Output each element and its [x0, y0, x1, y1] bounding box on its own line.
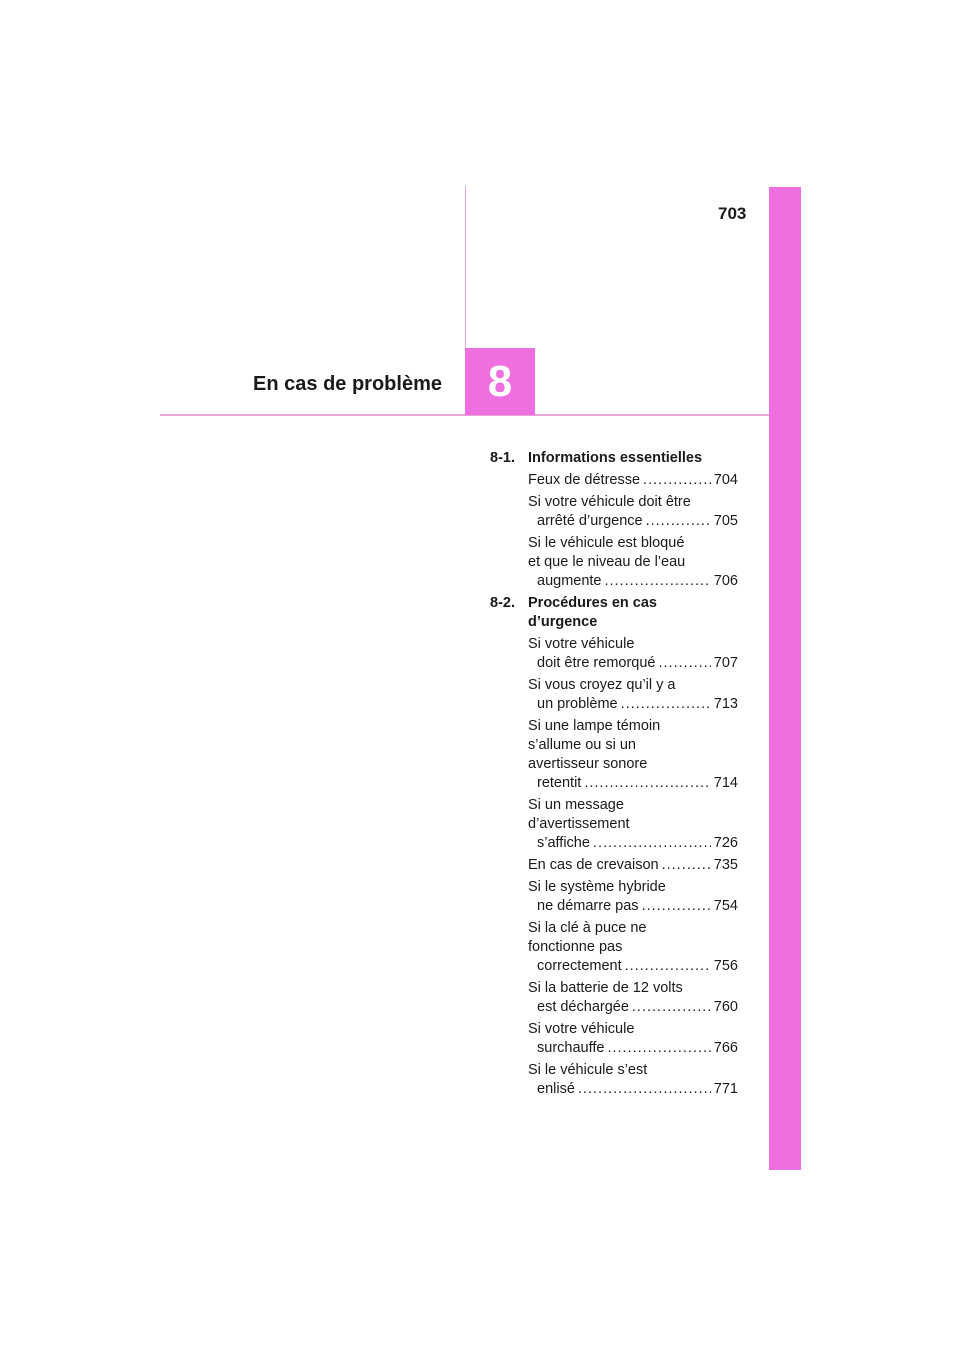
toc-page-number: 760 — [713, 999, 738, 1015]
toc-entry-text: Si le système hybride — [528, 879, 666, 895]
toc-page-number: 766 — [713, 1040, 738, 1056]
toc-entry-text: En cas de crevaison — [528, 857, 659, 873]
toc-page-number: 756 — [713, 958, 738, 974]
toc-section-heading — [490, 449, 738, 468]
toc-entry-link[interactable] — [528, 1061, 738, 1099]
toc-entry-link[interactable] — [528, 979, 738, 1017]
toc-entry-text: Si un message — [528, 797, 624, 813]
section-number: 8-1. — [490, 450, 515, 466]
dot-leader — [607, 1039, 710, 1058]
dot-leader — [643, 471, 711, 490]
toc-entry-last-line — [537, 957, 738, 976]
toc-entry-text: s’affiche — [537, 835, 590, 851]
page-number: 703 — [718, 204, 747, 223]
toc-entry-text: s’allume ou si un — [528, 737, 636, 753]
toc-entry-text: augmente — [537, 573, 602, 589]
toc-entry-link[interactable] — [528, 493, 738, 531]
toc-entry-text: et que le niveau de l’eau — [528, 554, 686, 570]
toc-entry-text: doit être remorqué — [537, 655, 656, 671]
toc-page-number: 707 — [713, 655, 738, 671]
dot-leader — [584, 774, 710, 793]
toc-page-number: 714 — [713, 775, 738, 791]
toc-entry-link[interactable] — [528, 635, 738, 673]
toc-page-number: 706 — [713, 573, 738, 589]
toc-entry-last-line — [537, 774, 738, 793]
toc-entry-last-line — [537, 897, 738, 916]
section-number: 8-2. — [490, 595, 515, 611]
dot-leader — [578, 1080, 711, 1099]
toc-entry-text: Si le véhicule est bloqué — [528, 535, 685, 551]
toc-entry-last-line — [537, 998, 738, 1017]
dot-leader — [662, 856, 711, 875]
chapter-number: 8 — [487, 356, 513, 406]
chapter-number-box — [465, 348, 535, 415]
toc-entry-last-line — [537, 512, 738, 531]
toc-entry-last-line — [528, 856, 738, 875]
chapter-title: En cas de problème — [253, 373, 442, 395]
toc-entry-link[interactable] — [528, 878, 738, 916]
toc-entry-link[interactable] — [528, 717, 738, 793]
toc-page-number: 771 — [713, 1081, 738, 1097]
toc-entry-last-line — [528, 471, 738, 490]
toc-entry-last-line — [537, 1080, 738, 1099]
toc-entry-text: surchauffe — [537, 1040, 605, 1056]
toc-entry-text: d’avertissement — [528, 816, 630, 832]
toc-page-number: 705 — [713, 513, 738, 529]
dot-leader — [642, 897, 711, 916]
toc-entry-link[interactable] — [528, 919, 738, 976]
toc-page-number: 735 — [713, 857, 738, 873]
vertical-rule — [465, 186, 466, 348]
toc-entry-link[interactable] — [528, 1020, 738, 1058]
toc-entry-last-line — [537, 654, 738, 673]
toc-entry-last-line — [537, 1039, 738, 1058]
toc-entry-text: retentit — [537, 775, 582, 791]
toc-entry-last-line — [537, 834, 738, 853]
toc-entry-last-line — [537, 695, 738, 714]
toc-entry-link[interactable] — [528, 676, 738, 714]
toc-entry-link[interactable] — [528, 471, 738, 490]
dot-leader — [658, 654, 710, 673]
toc-entry-link[interactable] — [528, 856, 738, 875]
section-title — [528, 594, 657, 632]
toc-entry-text: fonctionne pas — [528, 939, 623, 955]
toc-entry-link[interactable] — [528, 796, 738, 853]
section-title-line: Informations essentielles — [528, 450, 703, 466]
toc-entry-text: correctement — [537, 958, 622, 974]
toc-entry-text: Feux de détresse — [528, 472, 641, 488]
toc-entry-text: Si une lampe témoin — [528, 718, 661, 734]
dot-leader — [646, 512, 711, 531]
dot-leader — [593, 834, 711, 853]
toc-page-number: 704 — [713, 472, 738, 488]
toc-entry-text: Si votre véhicule — [528, 636, 635, 652]
toc-entry-text: Si vous croyez qu’il y a — [528, 677, 676, 693]
dot-leader — [605, 572, 711, 591]
section-title-line: Procédures en cas — [528, 595, 657, 611]
toc-page-number: 754 — [713, 898, 738, 914]
toc-entry-text: Si la batterie de 12 volts — [528, 980, 683, 996]
dot-leader — [625, 957, 711, 976]
section-title-line: d’urgence — [528, 614, 598, 630]
section-title — [528, 449, 702, 468]
table-of-contents — [490, 449, 738, 1102]
toc-entry-text: arrêté d’urgence — [537, 513, 643, 529]
toc-entry-text: Si votre véhicule doit être — [528, 494, 691, 510]
toc-entry-text: Si le véhicule s’est — [528, 1062, 648, 1078]
toc-section-heading — [490, 594, 738, 632]
toc-entry-last-line — [537, 572, 738, 591]
toc-entry-text: un problème — [537, 696, 618, 712]
toc-entry-text: ne démarre pas — [537, 898, 639, 914]
chapter-tab-sidebar — [769, 187, 801, 1170]
toc-entry-text: enlisé — [537, 1081, 575, 1097]
dot-leader — [632, 998, 711, 1017]
toc-page-number: 713 — [713, 696, 738, 712]
toc-entry-link[interactable] — [528, 534, 738, 591]
toc-entry-text: avertisseur sonore — [528, 756, 648, 772]
dot-leader — [621, 695, 711, 714]
toc-entry-text: Si votre véhicule — [528, 1021, 635, 1037]
toc-page-number: 726 — [713, 835, 738, 851]
toc-entry-text: est déchargée — [537, 999, 629, 1015]
toc-entry-text: Si la clé à puce ne — [528, 920, 647, 936]
